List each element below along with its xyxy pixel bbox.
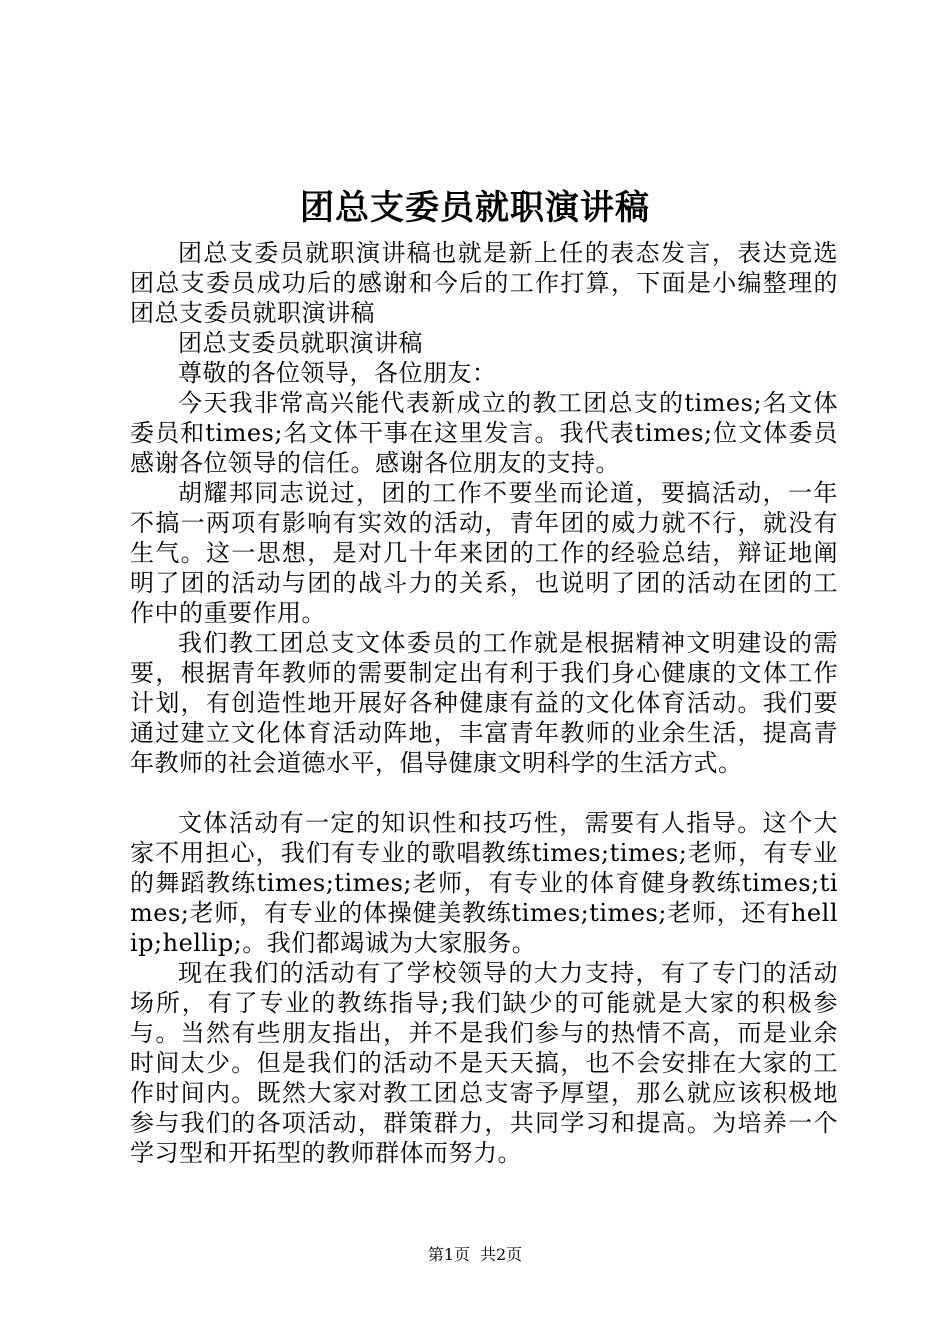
page-total: 共2页 <box>480 1245 523 1264</box>
paragraph-duties: 我们教工团总支文体委员的工作就是根据精神文明建设的需要，根据青年教师的需要制定出有利于我们身心健康的文体工作计划，有创造性地开展好各种健康有益的文化体育活动。我们要通过建立文化体育活动阵地，丰富青年教师的业余生活，提高青年教师的社会道德水平，倡导健康文明科学的生活方式。 <box>130 629 838 777</box>
paragraph-opening: 今天我非常高兴能代表新成立的教工团总支的times;名文体委员和times;名文体干事在这里发言。我代表times;位文体委员感谢各位领导的信任。感谢各位朋友的支持。 <box>130 389 838 477</box>
document-title: 团总支委员就职演讲稿 <box>300 188 650 228</box>
page-footer <box>0 1244 950 1266</box>
paragraph-quote: 胡耀邦同志说过，团的工作不要坐而论道，要搞活动，一年不搞一两项有影响有实效的活动，青年团的威力就不行，就没有生气。这一思想，是对几十年来团的工作的经验总结，辩证地阐明了团的活动与团的战斗力的关系，也说明了团的活动在团的工作中的重要作用。 <box>130 479 838 627</box>
page-number: 第1页 <box>427 1245 470 1264</box>
paragraph-intro: 团总支委员就职演讲稿也就是新上任的表态发言，表达竞选团总支委员成功后的感谢和今后的工作打算，下面是小编整理的团总支委员就职演讲稿 <box>130 239 838 327</box>
paragraph-closing: 现在我们的活动有了学校领导的大力支持，有了专门的活动场所，有了专业的教练指导;我们缺少的可能就是大家的积极参与。当然有些朋友指出，并不是我们参与的热情不高，而是业余时间太少。但是我们的活动不是天天搞，也不会安排在大家的工作时间内。既然大家对教工团总支寄予厚望，那么就应该积极地参与我们的各项活动，群策群力，共同学习和提高。为培养一个学习型和开拓型的教师群体而努力。 <box>130 959 838 1167</box>
paragraph-subtitle: 团总支委员就职演讲稿 <box>178 329 423 357</box>
paragraph-salutation: 尊敬的各位领导，各位朋友： <box>178 359 497 387</box>
document-body <box>130 238 838 1168</box>
paragraph-coaches: 文体活动有一定的知识性和技巧性，需要有人指导。这个大家不用担心，我们有专业的歌唱教练times;times;老师，有专业的舞蹈教练times;times;老师，有专业的体育健身教练times;times;老师，有专业的体操健美教练times;times;老师，还有hellip;hellip;。我们都竭诚为大家服务。 <box>130 809 838 957</box>
